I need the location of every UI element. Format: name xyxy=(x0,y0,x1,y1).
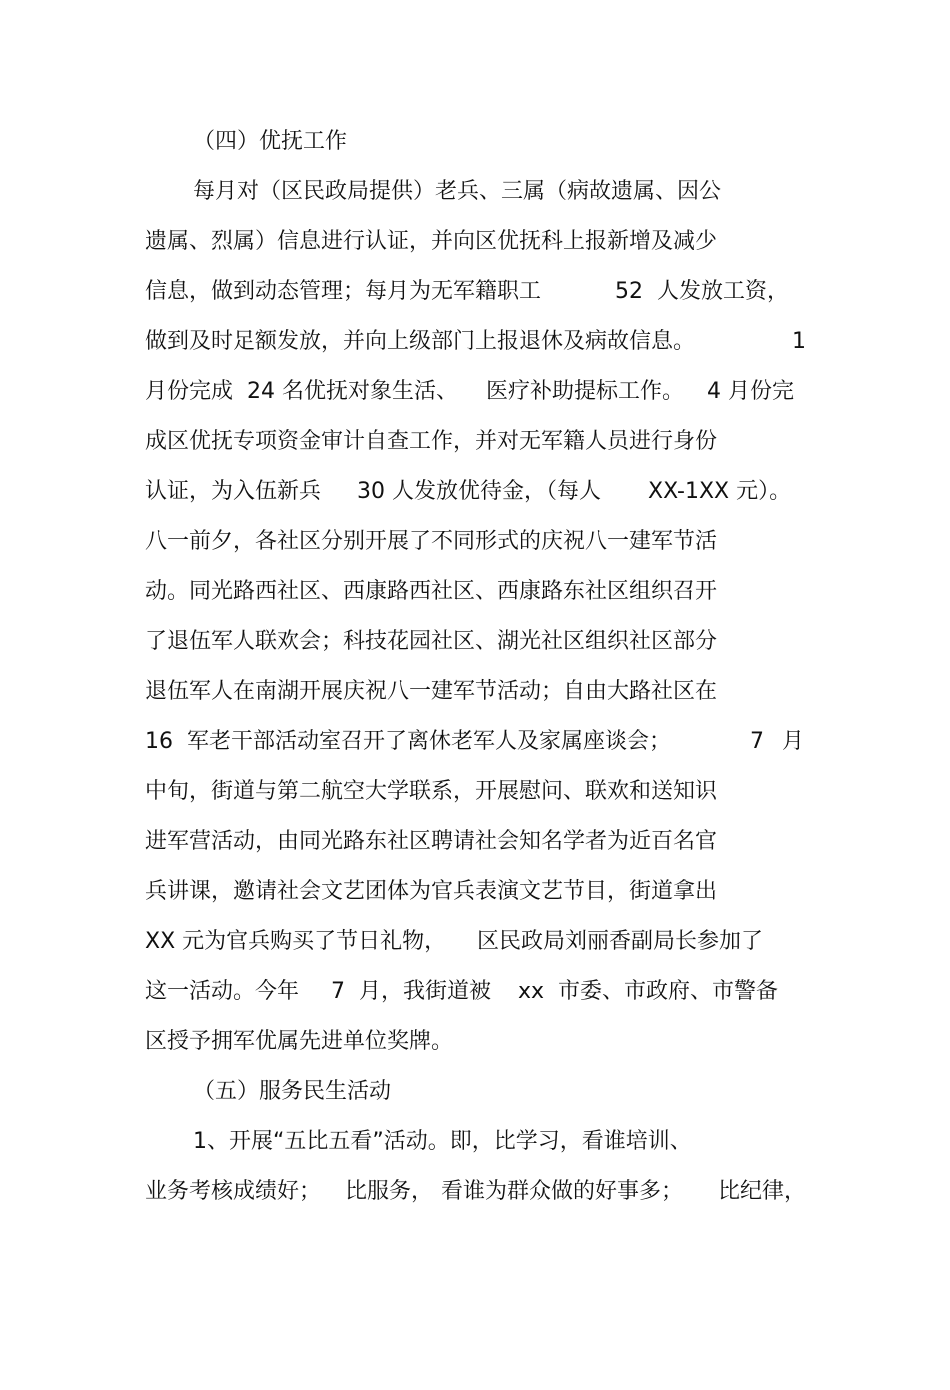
text-segment: 了退伍军人联欢会；科技花园社区、湖光社区组织社区部分 xyxy=(145,629,718,654)
text-segment: 7 月，我街道被 xyxy=(331,979,491,1004)
text-segment: 月 xyxy=(782,729,805,754)
text-segment: 比纪律， xyxy=(718,1179,807,1204)
paragraph-line xyxy=(0,574,950,610)
text-segment: 八一前夕，各社区分别开展了不同形式的庆祝八一建军节活 xyxy=(145,529,718,554)
text-segment: 52 人发放工资， xyxy=(615,279,789,304)
text-segment: 动。同光路西社区、西康路西社区、西康路东社区组织召开 xyxy=(145,579,718,604)
paragraph-line xyxy=(0,774,950,810)
text-segment: （四）优抚工作 xyxy=(193,129,348,154)
text-segment: 区授予拥军优属先进单位奖牌。 xyxy=(145,1029,454,1054)
text-segment: XX 元为官兵购买了节日礼物， xyxy=(145,929,447,954)
paragraph-line xyxy=(0,274,950,310)
text-segment: 认证，为入伍新兵 xyxy=(145,479,322,504)
text-segment: 这一活动。今年 xyxy=(145,979,300,1004)
text-segment: 兵讲课，邀请社会文艺团体为官兵表演文艺节目，街道拿出 xyxy=(145,879,718,904)
text-segment: 遗属、烈属）信息进行认证，并向区优抚科上报新增及减少 xyxy=(145,229,718,254)
text-segment: （五）服务民生活动 xyxy=(193,1079,392,1104)
text-segment: 1、开展“五比五看”活动。即，比学习，看谁培训、 xyxy=(193,1129,692,1154)
text-segment: 30 人发放优待金，（每人 xyxy=(357,479,601,504)
paragraph-line xyxy=(0,174,950,210)
text-segment: 7 xyxy=(750,729,764,754)
paragraph-line xyxy=(0,524,950,560)
text-segment: 成区优抚专项资金审计自查工作，并对无军籍人员进行身份 xyxy=(145,429,718,454)
text-segment: 比服务， xyxy=(345,1179,434,1204)
paragraph-line xyxy=(0,424,950,460)
paragraph-line xyxy=(0,224,950,260)
paragraph-line xyxy=(0,324,950,360)
paragraph-line xyxy=(0,374,950,410)
paragraph-line xyxy=(0,1024,950,1060)
text-segment: 做到及时足额发放，并向上级部门上报退休及病故信息。 xyxy=(145,329,696,354)
text-segment: 每月对（区民政局提供）老兵、三属（病故遗属、因公 xyxy=(193,179,722,204)
text-segment: 信息，做到动态管理；每月为无军籍职工 xyxy=(145,279,542,304)
text-segment: 区民政局刘丽香副局长参加了 xyxy=(477,929,764,954)
text-segment: xx 市委、市政府、市警备 xyxy=(518,979,779,1004)
paragraph-line xyxy=(0,824,950,860)
text-segment: 退伍军人在南湖开展庆祝八一建军节活动；自由大路社区在 xyxy=(145,679,718,704)
text-segment: 16 军老干部活动室召开了离休老军人及家属座谈会； xyxy=(145,729,671,754)
text-segment: XX-1XX 元）。 xyxy=(648,479,792,504)
paragraph-line xyxy=(0,474,950,510)
text-segment: 中旬，街道与第二航空大学联系，开展慰问、联欢和送知识 xyxy=(145,779,718,804)
text-segment: 看谁为群众做的好事多； xyxy=(441,1179,684,1204)
text-segment: 医疗补助提标工作。 xyxy=(486,379,685,404)
section-heading-five xyxy=(0,1074,950,1110)
paragraph-line xyxy=(0,1174,950,1210)
paragraph-line xyxy=(0,924,950,960)
text-segment: 月份完成 24 名优抚对象生活、 xyxy=(145,379,458,404)
text-segment: 1 xyxy=(792,329,806,354)
text-segment: 进军营活动，由同光路东社区聘请社会知名学者为近百名官 xyxy=(145,829,718,854)
paragraph-line xyxy=(0,624,950,660)
section-heading-four xyxy=(0,124,950,160)
text-segment: 业务考核成绩好； xyxy=(145,1179,322,1204)
paragraph-line xyxy=(0,674,950,710)
paragraph-line xyxy=(0,874,950,910)
paragraph-line xyxy=(0,1124,950,1160)
paragraph-line xyxy=(0,724,950,760)
paragraph-line xyxy=(0,974,950,1010)
text-segment: 4 月份完 xyxy=(707,379,794,404)
